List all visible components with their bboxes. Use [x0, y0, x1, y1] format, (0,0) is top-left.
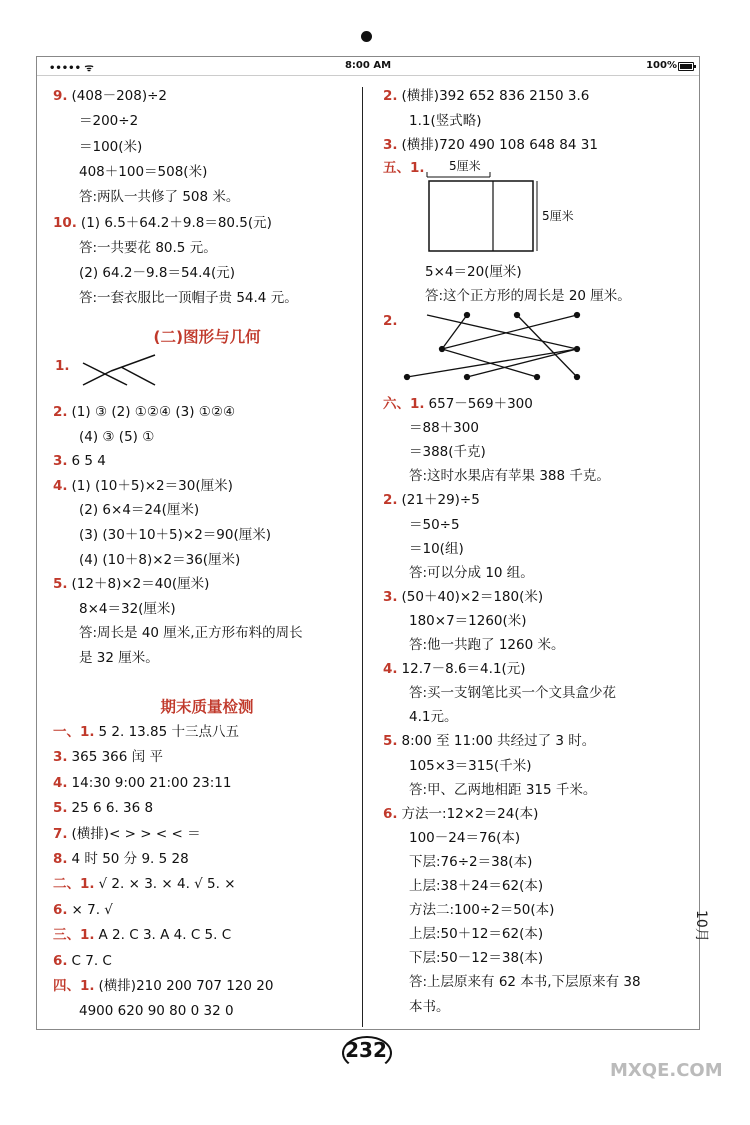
- answer-text: 方法一:12×2＝24(本): [401, 805, 539, 822]
- item-number: 4.: [53, 774, 68, 791]
- item-number: 六、1.: [383, 396, 425, 412]
- answer-text: 答:一套衣服比一顶帽子贵 54.4 元。: [79, 290, 298, 307]
- answer-line: [53, 214, 272, 232]
- answer-line: [75, 649, 159, 667]
- answer-line: [75, 526, 271, 544]
- answer-text: ＝100(米): [79, 138, 143, 155]
- answer-text: 4.1元。: [409, 709, 458, 726]
- item-number: 10.: [53, 214, 77, 231]
- answer-line: [421, 287, 631, 305]
- answer-line: [405, 925, 543, 943]
- answer-line: [405, 636, 565, 654]
- answer-text: 365 366 闰 平: [71, 749, 163, 766]
- answer-text: 答:这个正方形的周长是 20 厘米。: [425, 288, 631, 304]
- answer-line: [405, 853, 532, 871]
- answer-text: 8:00 至 11:00 共经过了 3 时。: [401, 733, 596, 750]
- item-number: 5.: [383, 733, 398, 750]
- answer-line: [405, 973, 641, 991]
- item-number: 三、1.: [53, 927, 95, 944]
- answer-line: [405, 467, 610, 485]
- answer-line: [53, 575, 209, 593]
- status-time: 8:00 AM: [344, 60, 392, 71]
- status-bar: [37, 57, 699, 76]
- item-number: 四、1.: [53, 978, 95, 994]
- answer-line: [383, 491, 480, 509]
- answer-text: 6 5 4: [71, 453, 106, 470]
- answer-text: 上层:38＋24＝62(本): [409, 878, 544, 894]
- answer-line: [75, 551, 240, 569]
- answer-line: [405, 684, 616, 702]
- answer-text: × 7. √: [71, 901, 113, 918]
- answer-line: [383, 87, 589, 105]
- answer-text: (12＋8)×2＝40(厘米): [71, 576, 210, 593]
- answer-text: 4900 620 90 80 0 32 0: [79, 1003, 234, 1020]
- item-number: 5.: [53, 800, 68, 817]
- answer-text: (50＋40)×2＝180(米): [401, 588, 544, 605]
- answer-text: 答:一共要花 80.5 元。: [79, 239, 217, 256]
- answer-text: 答:周长是 40 厘米,正方形布料的周长: [79, 625, 303, 642]
- answer-line: [405, 829, 520, 847]
- answer-text: ＝50÷5: [409, 516, 460, 533]
- answer-text: (1) ③ (2) ①②④ (3) ①②④: [71, 404, 236, 420]
- battery-icon: [678, 62, 694, 71]
- answer-text: (1) 6.5＋64.2＋9.8＝80.5(元): [80, 214, 272, 231]
- item-number: 3.: [53, 453, 68, 470]
- fig2-label: 2.: [383, 313, 398, 329]
- page-number: 232: [340, 1030, 392, 1070]
- item-number: 8.: [53, 851, 68, 867]
- answer-text: (4) ③ (5) ①: [79, 428, 155, 445]
- edge-side-text: 10月: [693, 910, 709, 942]
- answer-line: [53, 952, 112, 970]
- item-number: 6.: [53, 901, 68, 918]
- answer-text: ＝388(千克): [409, 444, 486, 461]
- answer-line: [405, 516, 460, 534]
- answer-line: [53, 477, 233, 495]
- answer-text: 下层:50－12＝38(本): [409, 950, 544, 967]
- rectangle-figure: [427, 177, 547, 257]
- item-number: 一、1.: [53, 724, 95, 740]
- answer-line: [405, 540, 464, 558]
- answer-text: 答:可以分成 10 组。: [409, 564, 534, 581]
- answer-text: 方法二:100÷2＝50(本): [409, 902, 555, 919]
- answer-line: [53, 452, 106, 470]
- answer-line: [383, 660, 526, 678]
- answer-text: (4) (10＋8)×2＝36(厘米): [79, 551, 241, 568]
- item-number: 2.: [383, 88, 398, 104]
- answer-line: [405, 949, 543, 967]
- answer-text: 1.1(竖式略): [409, 112, 482, 129]
- section-title-final-exam: 期末质量检测: [160, 698, 254, 716]
- answer-text: A 2. C 3. A 4. C 5. C: [98, 927, 232, 944]
- matching-lines-figure-1: [77, 349, 167, 391]
- answer-text: 8×4＝32(厘米): [79, 600, 176, 617]
- section-title-geometry: (二)图形与几何: [153, 328, 261, 346]
- item-number: 3.: [383, 588, 398, 605]
- answer-line: [75, 1002, 234, 1020]
- answer-line: [53, 850, 189, 868]
- answer-line: [53, 774, 231, 792]
- answer-line: [53, 87, 167, 105]
- item-number: 4.: [53, 477, 68, 494]
- answer-line: [383, 136, 598, 154]
- answer-text: 答:他一共跑了 1260 米。: [409, 637, 565, 653]
- answer-line: [405, 708, 457, 726]
- answer-line: [405, 612, 527, 630]
- item-number: 5.: [53, 576, 68, 593]
- answer-text: (21＋29)÷5: [401, 492, 480, 509]
- answer-line: [75, 138, 142, 156]
- answer-text: (1) (10＋5)×2＝30(厘米): [71, 477, 233, 494]
- fig5-top-label: 5厘米: [449, 159, 481, 173]
- answer-line: [405, 419, 479, 437]
- answer-line: [75, 428, 154, 446]
- answer-text: 答:两队一共修了 508 米。: [79, 189, 240, 206]
- item-number: 2.: [383, 492, 398, 509]
- answer-text: (2) 6×4＝24(厘米): [79, 502, 200, 519]
- answer-line: [75, 163, 207, 181]
- item-number: 7.: [53, 825, 68, 842]
- fig5-side-label: 5厘米: [542, 209, 574, 223]
- answer-text: 答:买一支钢笔比买一个文具盒少花: [409, 685, 617, 702]
- answer-line: [75, 264, 235, 282]
- item-number: 4.: [383, 661, 398, 678]
- answer-line: [75, 239, 217, 257]
- answer-text: 答:上层原来有 62 本书,下层原来有 38: [409, 974, 641, 991]
- answer-line: [405, 564, 534, 582]
- fig5-label: 五、1.: [383, 160, 425, 176]
- device-camera: [361, 31, 372, 42]
- answer-line: [53, 901, 113, 919]
- answer-line: [75, 289, 298, 307]
- answer-text: 14:30 9:00 21:00 23:11: [71, 774, 232, 791]
- item-number: 6.: [53, 952, 68, 969]
- item-number: 3.: [53, 749, 68, 766]
- answer-line: [383, 395, 533, 413]
- answer-line: [53, 926, 231, 944]
- answer-text: 180×7＝1260(米): [409, 612, 527, 629]
- answer-text: ＝88＋300: [409, 420, 479, 437]
- answer-text: 25 6 6. 36 8: [71, 800, 154, 817]
- answer-line: [383, 732, 595, 750]
- answer-line: [75, 600, 176, 618]
- answer-text: 上层:50＋12＝62(本): [409, 926, 544, 943]
- column-divider: [362, 87, 363, 1027]
- answer-text: (408－208)÷2: [71, 88, 168, 104]
- answer-line: [53, 403, 235, 421]
- screen: [36, 56, 700, 1030]
- answer-text: (横排)392 652 836 2150 3.6: [401, 88, 590, 104]
- answer-line: [383, 588, 543, 606]
- answer-line: [405, 781, 596, 799]
- answer-line: [421, 263, 522, 281]
- answer-text: 是 32 厘米。: [79, 650, 159, 666]
- answer-line: [53, 825, 201, 843]
- answer-text: (横排)210 200 707 120 20: [98, 978, 274, 994]
- item-number: 3.: [383, 137, 398, 153]
- answer-text: (2) 64.2－9.8＝54.4(元): [79, 265, 236, 282]
- answer-text: (横排)720 490 108 648 84 31: [401, 137, 598, 153]
- item-number: 2.: [53, 404, 68, 420]
- answer-line: [405, 901, 554, 919]
- answer-line: [405, 443, 486, 461]
- item-number: 6.: [383, 805, 398, 822]
- answer-line: [405, 877, 543, 895]
- answer-line: [75, 624, 303, 642]
- watermark: MXQE.COM: [610, 1060, 723, 1081]
- answer-text: 5 2. 13.85 十三点八五: [98, 724, 240, 740]
- answer-line: [75, 112, 138, 130]
- answer-text: 答:这时水果店有苹果 388 千克。: [409, 468, 610, 485]
- answer-text: ＝10(组): [409, 540, 464, 557]
- answer-line: [53, 977, 273, 995]
- answer-line: [383, 805, 538, 823]
- answer-text: 5×4＝20(厘米): [425, 264, 522, 280]
- answer-text: 408＋100＝508(米): [79, 163, 208, 180]
- matching-lines-figure-2: [407, 307, 597, 387]
- item-number: 9.: [53, 88, 68, 104]
- answer-text: (3) (30＋10＋5)×2＝90(厘米): [79, 527, 272, 543]
- answer-text: ＝200÷2: [79, 113, 139, 130]
- answer-text: 105×3＝315(千米): [409, 757, 532, 774]
- answer-line: [53, 799, 153, 817]
- answer-text: 657－569＋300: [428, 396, 533, 412]
- answer-line: [53, 748, 163, 766]
- answer-text: 4 时 50 分 9. 5 28: [71, 851, 189, 867]
- answer-line: [53, 723, 239, 741]
- answer-text: 本书。: [409, 998, 450, 1015]
- answer-text: 12.7－8.6＝4.1(元): [401, 661, 526, 678]
- answer-line: [405, 998, 450, 1016]
- signal-indicator: ••••• ᯤ: [49, 63, 94, 74]
- battery-percent: 100%: [646, 60, 677, 71]
- answer-text: 下层:76÷2＝38(本): [409, 853, 533, 870]
- answer-line: [405, 757, 531, 775]
- answer-line: [53, 875, 236, 893]
- answer-text: 答:甲、乙两地相距 315 千米。: [409, 781, 597, 798]
- item-1-label: 1.: [55, 358, 70, 374]
- answer-text: C 7. C: [71, 952, 112, 969]
- answer-line: [75, 501, 199, 519]
- answer-text: 100－24＝76(本): [409, 829, 521, 846]
- answer-line: [405, 112, 482, 130]
- item-number: 二、1.: [53, 876, 95, 893]
- answer-text: (横排)< > > < < ＝: [71, 825, 201, 842]
- answer-line: [75, 188, 239, 206]
- answer-text: √ 2. × 3. × 4. √ 5. ×: [98, 876, 236, 893]
